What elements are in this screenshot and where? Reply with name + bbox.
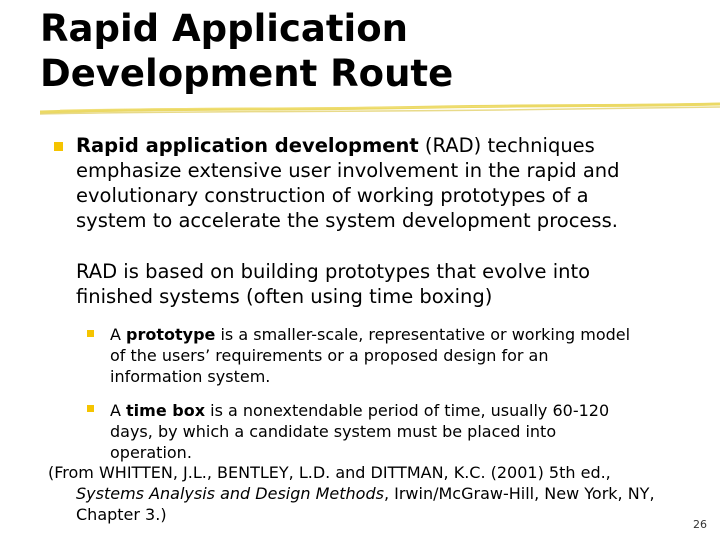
sub1-pre: A (110, 325, 127, 344)
para2-line-2: finished systems (often using time boxing) (76, 285, 493, 308)
paragraph-rad-prototypes (76, 259, 716, 309)
citation-line-2 (76, 483, 676, 504)
sub1-line-1 (0, 324, 710, 345)
bullet-rad-line-1 (76, 133, 716, 158)
sub2-line-1-rest: is a nonextendable period of time, usually 60-120 (205, 401, 610, 420)
citation-line-1: (From WHITTEN, J.L., BENTLEY, L.D. and DITTMAN, K.C. (2001) 5th ed., (48, 463, 611, 482)
para2-line-1: RAD is based on building prototypes that evolve into (76, 260, 591, 283)
title-line-2: Development Route (40, 52, 454, 95)
sub-bullet-time-box (110, 400, 710, 463)
bullet-square-icon (54, 142, 63, 151)
rad-term: Rapid application development (76, 134, 419, 157)
slide-title (40, 6, 680, 96)
citation-line-2-rest: , Irwin/McGraw-Hill, New York, NY, (383, 484, 655, 503)
citation-continued (76, 483, 676, 525)
bullet-rad-line-2: emphasize extensive user involvement in the rapid and (76, 159, 620, 182)
sub2-line-2: days, by which a candidate system must be placed into (110, 422, 557, 441)
time-box-term: time box (126, 401, 206, 420)
sub2-pre: A (110, 401, 127, 420)
bullet-rad-line-4: system to accelerate the system development process. (76, 209, 618, 232)
sub2-line-1 (0, 400, 710, 421)
bullet-rad-line-3: evolutionary construction of working prototypes of a (76, 184, 589, 207)
title-line-1: Rapid Application (40, 7, 408, 50)
bullet-rad-definition (76, 133, 716, 233)
title-underline-rule (40, 98, 720, 118)
page-number: 26 (693, 518, 707, 531)
sub1-line-3: information system. (110, 367, 271, 386)
citation-line-3: Chapter 3.) (76, 505, 167, 524)
rad-line-1-rest: (RAD) techniques (418, 134, 595, 157)
citation-book-title: Systems Analysis and Design Methods (76, 484, 384, 503)
sub1-line-1-rest: is a smaller-scale, representative or working model (215, 325, 631, 344)
prototype-term: prototype (126, 325, 216, 344)
sub1-line-2: of the users’ requirements or a proposed design for an (110, 346, 549, 365)
sub-bullet-prototype (110, 324, 710, 387)
sub2-line-3: operation. (110, 443, 192, 462)
